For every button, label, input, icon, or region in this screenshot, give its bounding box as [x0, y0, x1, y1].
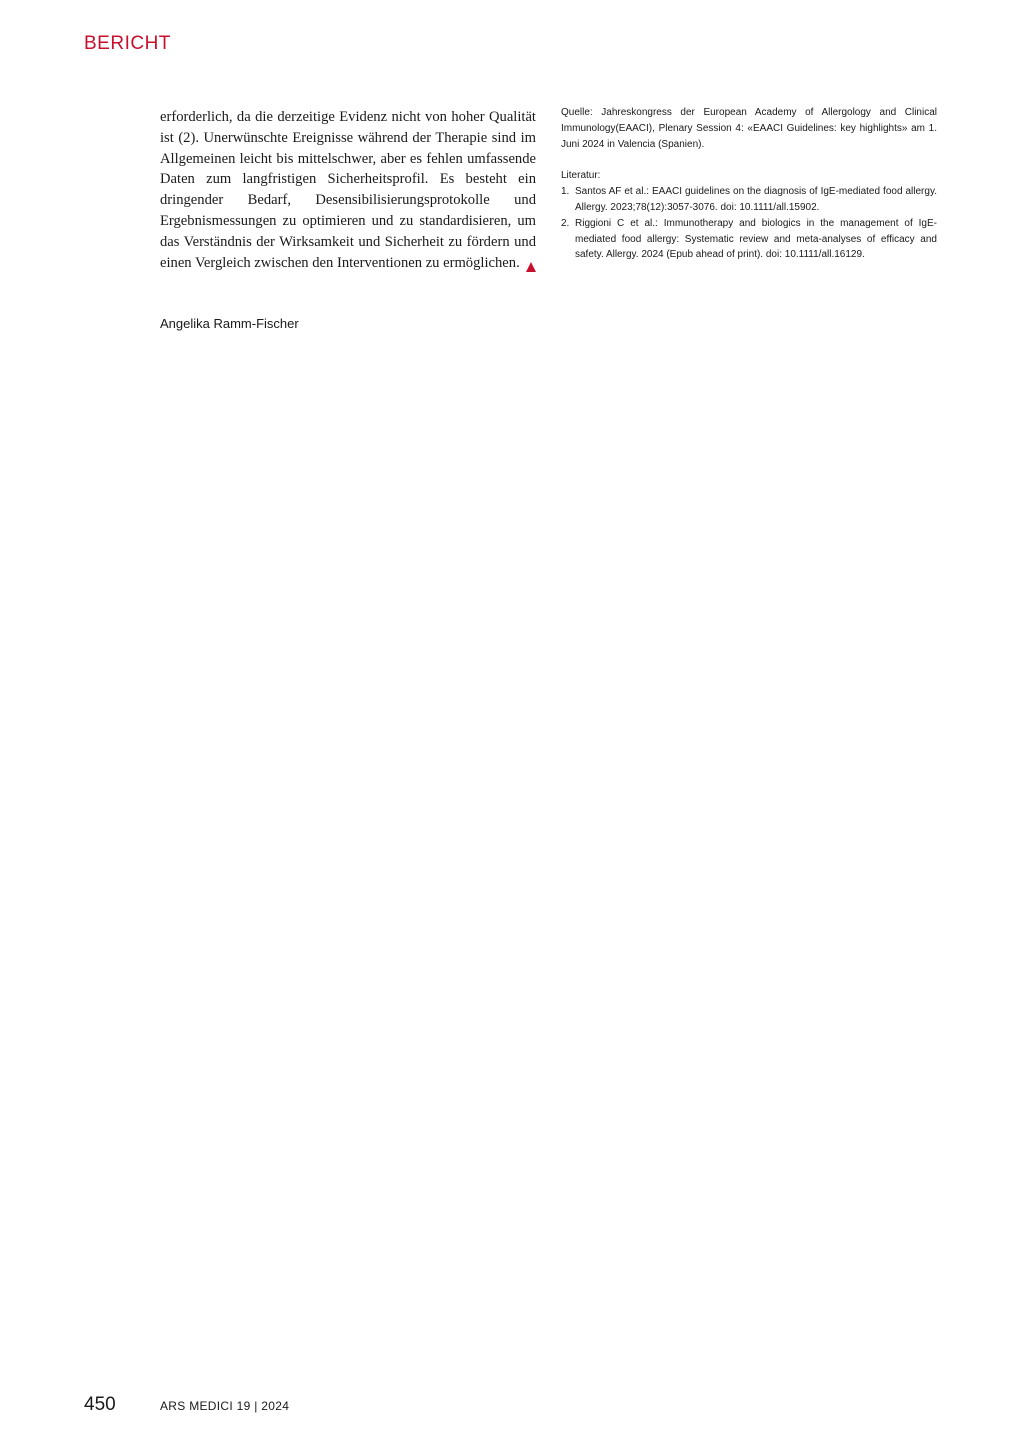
source-note: Quelle: Jahreskongress der European Academy of Allergology and Clinical Immunology(EAACI), Plenary Session 4: «EAACI Guidelines: key highlights» am 1. Juni 2024 in Valencia (Spanien). [561, 107, 937, 150]
journal-issue: ARS MEDICI 19 | 2024 [160, 1399, 290, 1413]
reference-text: Riggioni C et al.: Immunotherapy and biologics in the management of IgE-mediated food allergy: Systematic review and meta-analyses of efficacy and safety. Allergy. 2024 (Epub ahead of print). doi: 10.1111/all.16129. [575, 217, 937, 261]
reference-list [561, 184, 937, 263]
reference-item [561, 184, 937, 216]
article-body-column [160, 107, 536, 273]
article-paragraph: erforderlich, da die derzeitige Evidenz nicht von hoher Qualität ist (2). Unerwünschte Ereignisse während der Therapie sind im Allgemeinen leicht bis mittelschwer, aber es fehlen umfassende Daten zum langfristigen Sicherheitsprofil. Es besteht ein dringender Bedarf, Desensibilisierungsprotokolle und Ergebnismessungen zu optimieren und zu standardisieren, um das Verständnis der Wirksamkeit und Sicherheit zu fördern und einen Vergleich zwischen den Interventionen zu ermöglichen. [160, 109, 536, 271]
reference-number: 1. [561, 186, 570, 198]
triangle-up-icon [526, 262, 536, 272]
reference-item [561, 216, 937, 263]
source-and-references [561, 105, 937, 263]
reference-number: 2. [561, 217, 570, 229]
literature-heading: Literatur: [561, 170, 601, 182]
section-label: BERICHT [84, 33, 171, 54]
reference-text: Santos AF et al.: EAACI guidelines on the diagnosis of IgE-mediated food allergy. Allergy. 2023;78(12):3057-3076. doi: 10.1111/all.15902. [575, 186, 937, 213]
page-number: 450 [84, 1394, 116, 1415]
author-name: Angelika Ramm-Fischer [160, 316, 299, 331]
